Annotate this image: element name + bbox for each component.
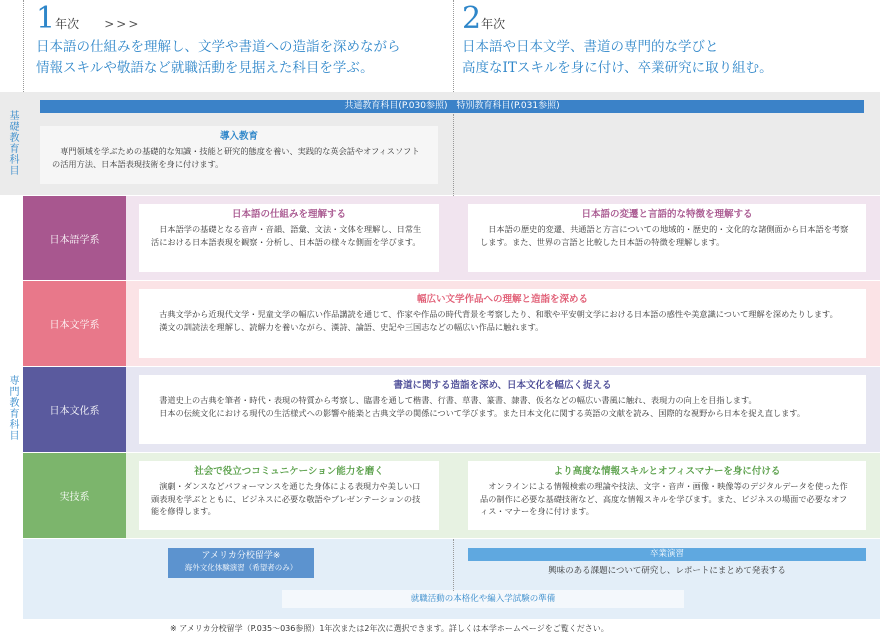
year2-description (462, 37, 872, 79)
year2-header (462, 1, 506, 36)
jp-language-left-title: 日本語の仕組みを理解する (231, 209, 346, 220)
year1-desc-line1: 日本語の仕組みを理解し、文学や書道への造詣を深めながら (36, 39, 401, 55)
year-arrows: >>> (104, 17, 141, 31)
left-divider (23, 0, 24, 92)
year2-number: 2 (462, 1, 482, 36)
basic-side-label: 基礎教育科目 (7, 110, 18, 176)
jp-culture-body2: 日本の伝統文化における現代の生活様式への影響や能楽と古典文学の関係について学びます。また日本文化に関する英語の文献を読み、国際的な視野から日本を捉え直します。 (159, 407, 806, 418)
practical-left-body: 演劇・ダンスなどパフォーマンスを通じた身体による表現力や美しい口頭表現を学ぶとともに、ビジネスに必要な敬語やプレゼンテーションの技能を修得します。 (151, 481, 421, 516)
practical-right-box (468, 461, 866, 530)
graduation-seminar-header: 卒業演習 (468, 548, 866, 561)
jp-literature-title: 幅広い文学作品への理解と造詣を深める (416, 294, 588, 305)
year2-desc-line1: 日本語や日本文学、書道の専門的な学びと (462, 39, 719, 55)
category-jp-culture: 日本文化系 (23, 367, 126, 452)
study-abroad-line1: アメリカ分校留学※ (201, 551, 281, 561)
year1-unit: 年次 (55, 17, 80, 31)
jp-literature-body1: 古典文学から近現代文学・児童文学の幅広い作品講読を通じて、作家や作品の時代背景を考察したり、和歌や平安朝文学における日本語の感性や美意識について理解を深めたりします。 (159, 309, 838, 319)
year1-desc-line2: 情報スキルや敬語など就職活動を見据えた科目を学ぶ。 (36, 60, 374, 76)
common-special-bar: 共通教育科目(P.030参照) 特別教育科目(P.031参照) (40, 100, 864, 113)
jp-language-left-box (139, 204, 439, 272)
practical-left-title: 社会で役立つコミュニケーション能力を磨く (194, 466, 384, 477)
year-divider (453, 0, 454, 92)
intro-title: 導入教育 (219, 131, 258, 142)
jp-language-right-box (468, 204, 866, 272)
jp-literature-body2: 漢文の訓読法を理解し、読解力を養いながら、漢詩、論語、史記や三国志などの幅広い作品に触れます。 (159, 321, 544, 332)
category-jp-language: 日本語学系 (23, 196, 126, 280)
practical-right-body: オンラインによる情報検索の理論や技法、文字・音声・画像・映像等のデジタルデータを使った作品の制作に必要な基礎技術など、高度な情報スキルを学びます。また、ビジネスの場面で必要なオフィス・マナーを身に付けます。 (480, 481, 848, 516)
job-hunting-bar: 就職活動の本格化や編入学試験の準備 (282, 590, 684, 608)
graduation-seminar-body: 興味のある課題について研究し、レポートにまとめて発表する (548, 566, 786, 576)
category-practical: 実技系 (23, 453, 126, 538)
year2-unit: 年次 (481, 17, 506, 31)
footnote: ※ アメリカ分校留学（P.035〜036参照）1年次または2年次に選択できます。詳しくは本学ホームページをご覧ください。 (170, 624, 609, 633)
specialized-side-label: 専門教育科目 (7, 375, 18, 441)
year-divider-extra (453, 539, 454, 591)
jp-language-right-title: 日本語の変遷と言語的な特徴を理解する (581, 209, 753, 220)
year1-description (36, 37, 446, 79)
study-abroad-line2: 海外文化体験演習（希望者のみ） (184, 563, 298, 572)
year-divider-lower (453, 114, 454, 196)
jp-language-left-body: 日本語学の基礎となる音声・音韻、語彙、文法・文体を理解し、日常生活における日本語表現を観察・分析し、日本語の様々な側面を学びます。 (151, 224, 422, 247)
intro-body: 専門領域を学ぶための基礎的な知識・技能と研究的態度を養い、実践的な英会話やオフィスソフトの活用方法、日本語表現技術を身に付けます。 (52, 146, 420, 169)
jp-literature-box (139, 289, 866, 358)
practical-left-box (139, 461, 439, 530)
intro-education-box (40, 126, 438, 184)
jp-culture-body1: 書道史上の古典を筆者・時代・表現の特質から考察し、臨書を通して楷書、行書、草書、篆書、隷書、仮名などの幅広い書風に触れ、表現力の向上を目指します。 (159, 395, 757, 405)
year2-desc-line2: 高度なITスキルを身に付け、卒業研究に取り組む。 (462, 60, 773, 76)
year1-number: 1 (36, 1, 56, 36)
category-jp-literature: 日本文学系 (23, 281, 126, 366)
jp-culture-box (139, 375, 866, 444)
jp-culture-title: 書道に関する造詣を深め、日本文化を幅広く捉える (393, 380, 612, 391)
study-abroad-box (168, 548, 314, 578)
year1-header (36, 1, 141, 36)
practical-right-title: より高度な情報スキルとオフィスマナーを身に付ける (553, 466, 781, 477)
jp-language-right-body: 日本語の歴史的変遷、共通語と方言についての地域的・歴史的・文化的な諸側面から日本語を考察します。また、世界の言語と比較した日本語の特徴を理解します。 (480, 224, 849, 247)
